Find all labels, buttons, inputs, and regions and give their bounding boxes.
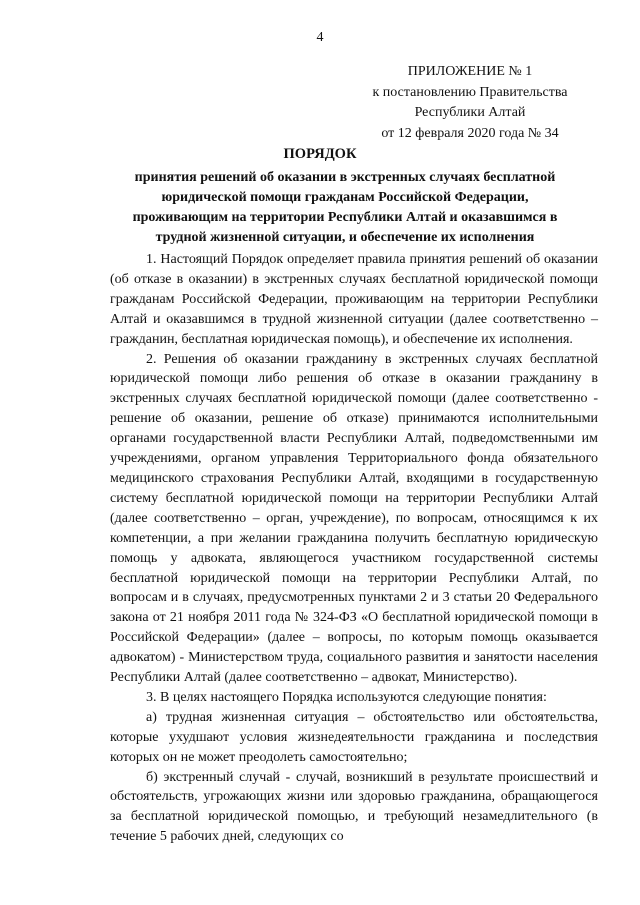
paragraph-3: 3. В целях настоящего Порядка используются следующие понятия: [146,689,547,705]
paragraph-1: 1. Настоящий Порядок определяет правила принятия решений об оказании (об отказе в оказании) в экстренных случаях бесплатной юридической помощи гражданам Российской Федерации, проживающим на территории Республики Алтай и оказавшимся в трудной жизненной ситуации (далее соответственно – гражданин, бесплатная юридическая помощь), и обеспечение их исполнения. [110,252,598,347]
paragraph-3a: а) трудная жизненная ситуация – обстоятельство или обстоятельства, которые ухудшают условия жизнедеятельности гражданина и последствия которых он не может преодолеть самостоятельно; [110,709,598,765]
subtitle-line: принятия решений об оказании в экстренных случаях бесплатной [134,170,556,185]
subtitle-line: проживающим на территории Республики Алтай и оказавшимся в [132,210,558,225]
subtitle-line: юридической помощи гражданам Российской Федерации, [161,190,529,205]
attachment-line: ПРИЛОЖЕНИЕ № 1 [407,64,533,79]
attachment-line: Республики Алтай [414,105,526,120]
paragraph-3b: б) экстренный случай - случай, возникший в результате происшествий и обстоятельств, угрожающих жизни или здоровью гражданина, обращающегося за бесплатной юридической помощью, и требующий незамедлительного (в течение 5 рабочих дней, следующих со [110,769,598,845]
document-title: ПОРЯДОК [283,146,357,162]
document-body [110,250,598,847]
paragraph-2: 2. Решения об оказании гражданину в экстренных случаях бесплатной юридической помощи либо решения об отказе в оказании гражданину в экстренных случаях бесплатной юридической помощи (далее соответственно - решение об оказании, решение об отказе) принимаются исполнительными органами государственной власти Республики Алтай, подведомственными им учреждениями, органом управления Территориального фонда обязательного медицинского страхования Республики Алтай, входящими в государственную систему бесплатной юридической помощи на территории Республики Алтай (далее соответственно – орган, учреждение), по вопросам, относящимся к их компетенции, а при желании гражданина получить бесплатную юридическую помощь у адвоката, являющегося участником государственной системы бесплатной юридической помощи на территории Республики Алтай, по вопросам и в случаях, предусмотренных пунктами 2 и 3 статьи 20 Федерального закона от 21 ноября 2011 года № 324-ФЗ «О бесплатной юридической помощи в Российской Федерации» (далее – вопросы, по которым помощь оказывается адвокатом) - Министерством труда, социального развития и занятости населения Республики Алтай (далее соответственно – адвокат, Министерство). [110,351,598,686]
document-subtitle [100,168,590,248]
attachment-block [340,62,600,144]
page-number: 4 [316,30,324,45]
subtitle-line: трудной жизненной ситуации, и обеспечение их исполнения [155,230,535,245]
attachment-line: к постановлению Правительства [372,84,568,100]
attachment-line: от 12 февраля 2020 года № 34 [381,125,559,141]
